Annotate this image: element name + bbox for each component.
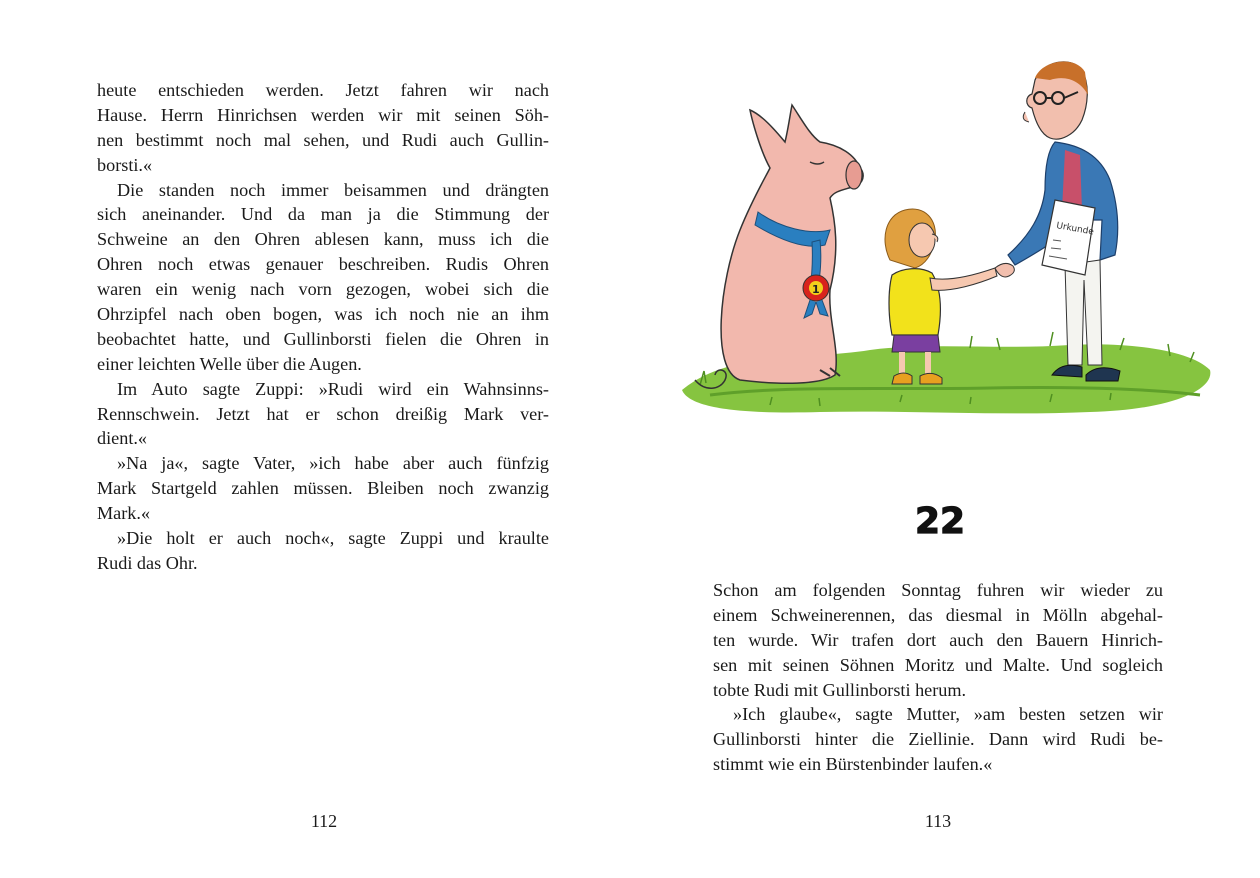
- text-line: einer leichten Welle über die Augen.: [97, 353, 362, 374]
- page-number-right: 113: [924, 811, 952, 831]
- svg-text:1: 1: [812, 283, 820, 296]
- text-line: borsti.«: [97, 154, 153, 175]
- text-line: Ohrzipfel nach oben bogen, was ich noch nie an ihm: [97, 304, 549, 325]
- text-line: heute entschieden werden. Jetzt fahren wir nach: [97, 80, 549, 100]
- text-line: sich aneinander. Und da man ja die Stimmung der: [97, 204, 549, 225]
- left-page-text: [97, 78, 549, 576]
- text-line: nen bestimmt noch mal sehen, und Rudi auch Gullin-: [97, 129, 549, 150]
- pig-icon: [695, 105, 863, 388]
- right-page-text: [713, 578, 1163, 777]
- text-line: »Na ja«, sagte Vater, »ich habe aber auch fünfzig: [117, 453, 549, 474]
- page-number-left: 112: [310, 811, 338, 831]
- chapter-illustration: [670, 50, 1220, 430]
- text-line: Ohren noch etwas genauer beschreiben. Rudis Ohren: [97, 254, 549, 275]
- text-line: tobte Rudi mit Gullinborsti herum.: [713, 679, 967, 700]
- text-line: »Die holt er auch noch«, sagte Zuppi und kraulte: [117, 528, 549, 549]
- man-icon: [995, 62, 1120, 381]
- text-line: Mark Startgeld zahlen müssen. Bleiben noch zwanzig: [97, 478, 549, 499]
- text-line: einem Schweinerennen, das diesmal in Mölln abgehal-: [713, 604, 1163, 625]
- text-line: waren ein wenig nach vorn gezogen, wobei sich die: [97, 279, 549, 300]
- text-line: Gullinborsti hinter die Ziellinie. Dann wird Rudi be-: [713, 729, 1163, 750]
- text-line: Schon am folgenden Sonntag fuhren wir wieder zu: [713, 580, 1163, 600]
- text-line: dient.«: [97, 428, 148, 449]
- text-line: Im Auto sagte Zuppi: »Rudi wird ein Wahnsinns-: [117, 378, 549, 399]
- text-line: Hause. Herrn Hinrichsen werden wir mit seinen Söh-: [97, 104, 549, 125]
- text-line: Schweine an den Ohren ablesen kann, muss ich die: [97, 229, 549, 250]
- chapter-number: 22: [914, 501, 966, 542]
- svg-text:Urkunde: Urkunde: [1055, 221, 1095, 238]
- text-line: stimmt wie ein Bürstenbinder laufen.«: [713, 754, 993, 775]
- text-line: »Ich glaube«, sagte Mutter, »am besten setzen wir: [733, 704, 1163, 725]
- text-line: ten wurde. Wir trafen dort auch den Bauern Hinrich-: [713, 629, 1163, 650]
- text-line: Rudi das Ohr.: [97, 552, 198, 573]
- text-line: Die standen noch immer beisammen und drängten: [117, 179, 549, 200]
- right-page: [630, 0, 1260, 878]
- text-line: Mark.«: [97, 503, 151, 524]
- text-line: sen mit seinen Söhnen Moritz und Malte. Und sogleich: [713, 654, 1163, 675]
- text-line: beobachtet hatte, und Gullinborsti fielen die Ohren in: [97, 328, 549, 349]
- text-line: Rennschwein. Jetzt hat er schon dreißig Mark ver-: [97, 403, 549, 424]
